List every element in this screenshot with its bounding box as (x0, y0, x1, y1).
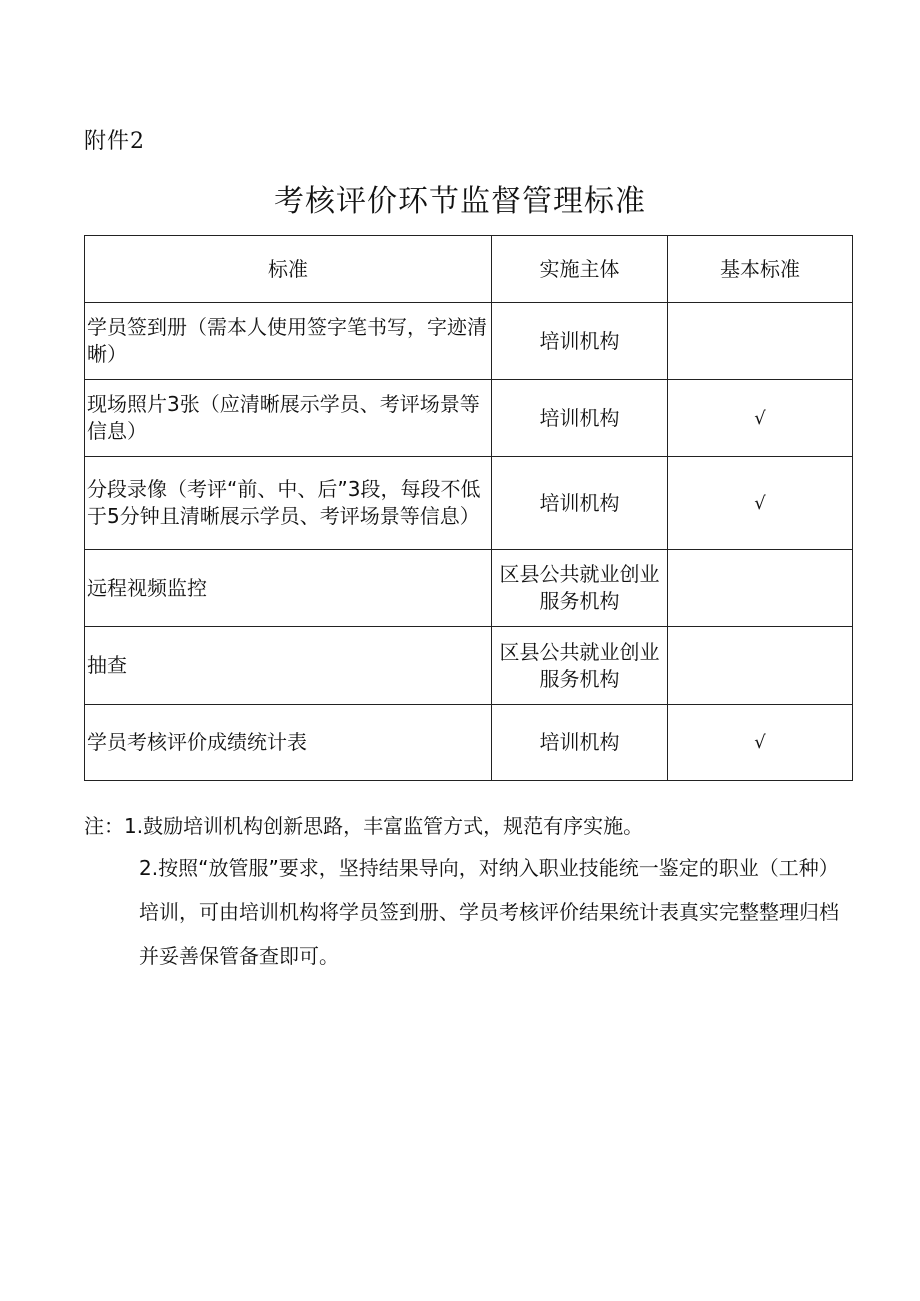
table-row (85, 457, 853, 550)
note-1: 注：1.鼓励培训机构创新思路，丰富监管方式，规范有序实施。 (84, 814, 644, 838)
standards-table (84, 235, 853, 781)
implementing-body-cell: 培训机构 (492, 457, 668, 550)
standard-cell: 学员考核评价成绩统计表 (85, 705, 492, 781)
table-row (85, 705, 853, 781)
check-mark: √ (668, 705, 853, 781)
header-implementing-body: 实施主体 (492, 236, 668, 303)
basic-standard-cell (668, 303, 853, 380)
standard-cell: 现场照片3张（应清晰展示学员、考评场景等信息） (85, 380, 492, 457)
header-standard: 标准 (85, 236, 492, 303)
standard-cell: 抽查 (85, 627, 492, 705)
standard-cell: 远程视频监控 (85, 550, 492, 627)
implementing-body-cell: 培训机构 (492, 705, 668, 781)
table-header-row (85, 236, 853, 303)
document-title: 考核评价环节监督管理标准 (274, 184, 646, 219)
check-mark: √ (668, 380, 853, 457)
table-row (85, 303, 853, 380)
table-row (85, 627, 853, 705)
implementing-body-cell: 区县公共就业创业服务机构 (492, 550, 668, 627)
attachment-label: 附件2 (84, 129, 145, 154)
notes (84, 808, 844, 978)
note-2: 2.按照“放管服”要求，坚持结果导向，对纳入职业技能统一鉴定的职业（工种）培训，可由培训机构将学员签到册、学员考核评价结果统计表真实完整整理归档并妥善保管备查即可。 (139, 856, 839, 968)
table-row (85, 380, 853, 457)
standard-cell: 学员签到册（需本人使用签字笔书写，字迹清晰） (85, 303, 492, 380)
implementing-body-cell: 培训机构 (492, 303, 668, 380)
check-mark: √ (668, 457, 853, 550)
basic-standard-cell (668, 550, 853, 627)
implementing-body-cell: 培训机构 (492, 380, 668, 457)
implementing-body-cell: 区县公共就业创业服务机构 (492, 627, 668, 705)
header-basic-standard: 基本标准 (668, 236, 853, 303)
table-row (85, 550, 853, 627)
basic-standard-cell (668, 627, 853, 705)
standard-cell: 分段录像（考评“前、中、后”3段，每段不低于5分钟且清晰展示学员、考评场景等信息） (85, 457, 492, 550)
